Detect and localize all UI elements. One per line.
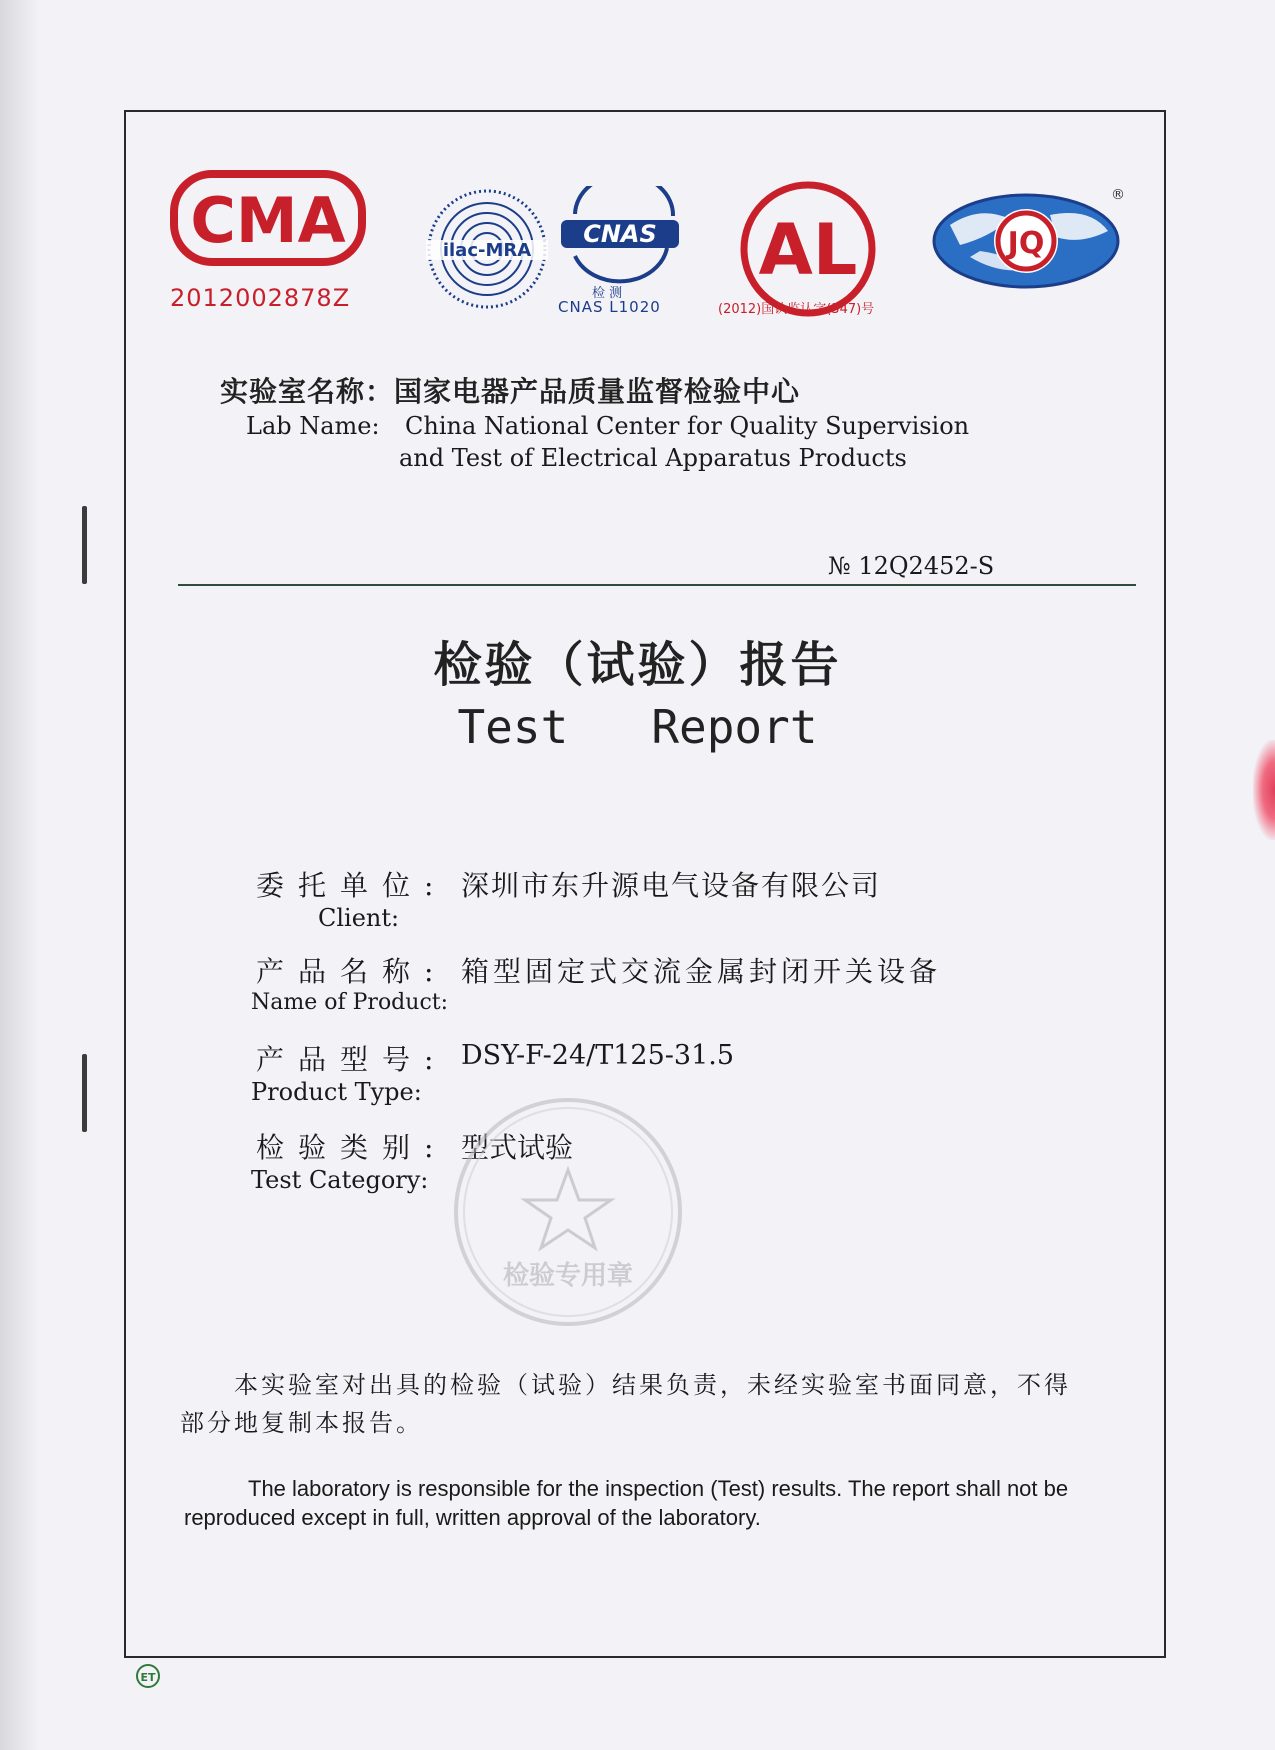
report-title-cn: 检验（试验）报告 bbox=[433, 637, 842, 693]
client-label-en: Client: bbox=[318, 904, 400, 932]
ilac-mra-logo bbox=[424, 186, 550, 312]
product-name-label-en: Name of Product: bbox=[251, 990, 449, 1015]
staple-bottom bbox=[82, 1054, 87, 1132]
product-name-label-cn: 产品名称: bbox=[256, 955, 448, 988]
jq-globe-logo bbox=[930, 185, 1130, 291]
lab-name-en-line1: China National Center for Quality Supervision bbox=[405, 412, 970, 440]
ilac-logo-text: ilac-MRA bbox=[442, 240, 532, 261]
registered-mark: ® bbox=[1111, 187, 1125, 203]
test-category-label-en: Test Category: bbox=[251, 1166, 429, 1194]
et-mark-icon bbox=[135, 1663, 161, 1689]
cma-logo-text: CMA bbox=[190, 184, 346, 257]
lab-name-label-en: Lab Name: bbox=[246, 412, 380, 440]
staple-top bbox=[82, 506, 87, 584]
cnas-logo-text: CNAS bbox=[583, 220, 657, 248]
jq-logo-text: JQ bbox=[1007, 226, 1045, 261]
report-title-en: Test Report bbox=[457, 700, 818, 754]
seal-text: 检验专用章 bbox=[502, 1261, 634, 1291]
product-type-label-en: Product Type: bbox=[251, 1078, 422, 1106]
header-divider bbox=[178, 584, 1136, 586]
client-value: 深圳市东升源电气设备有限公司 bbox=[461, 869, 882, 902]
lab-name-cn: 实验室名称：国家电器产品质量监督检验中心 bbox=[220, 375, 801, 408]
cnas-code: CNAS L1020 bbox=[558, 298, 661, 316]
notice-cn: 本实验室对出具的检验（试验）结果负责，未经实验室书面同意，不得部分地复制本报告。 bbox=[180, 1371, 1071, 1437]
page-edge bbox=[0, 0, 40, 1750]
cnas-logo bbox=[555, 186, 685, 286]
cma-logo bbox=[170, 170, 366, 266]
client-label-cn: 委托单位: bbox=[256, 869, 448, 902]
lab-name-en-line2: and Test of Electrical Apparatus Products bbox=[399, 444, 907, 472]
product-type-label-cn: 产品型号: bbox=[256, 1043, 448, 1076]
test-category-value: 型式试验 bbox=[461, 1131, 574, 1164]
test-category-label-cn: 检验类别: bbox=[256, 1131, 448, 1164]
product-type-value: DSY-F-24/T125-31.5 bbox=[461, 1040, 735, 1071]
cma-code: 2012002878Z bbox=[170, 284, 351, 312]
report-number: № 12Q2452-S bbox=[828, 552, 995, 580]
al-code: (2012)国认监认字(347)号 bbox=[718, 302, 875, 317]
product-name-value: 箱型固定式交流金属封闭开关设备 bbox=[461, 955, 942, 988]
et-mark-text: ET bbox=[140, 1671, 156, 1684]
stamp-edge-mark bbox=[1253, 740, 1275, 840]
embossed-seal bbox=[448, 1092, 688, 1332]
al-logo-text: AL bbox=[758, 209, 858, 291]
cnas-sub: 检 测 bbox=[592, 286, 623, 301]
notice-en: The laboratory is responsible for the inspection (Test) results. The report shall not be reproduced except in full, written approval of the laboratory. bbox=[184, 1476, 1069, 1530]
